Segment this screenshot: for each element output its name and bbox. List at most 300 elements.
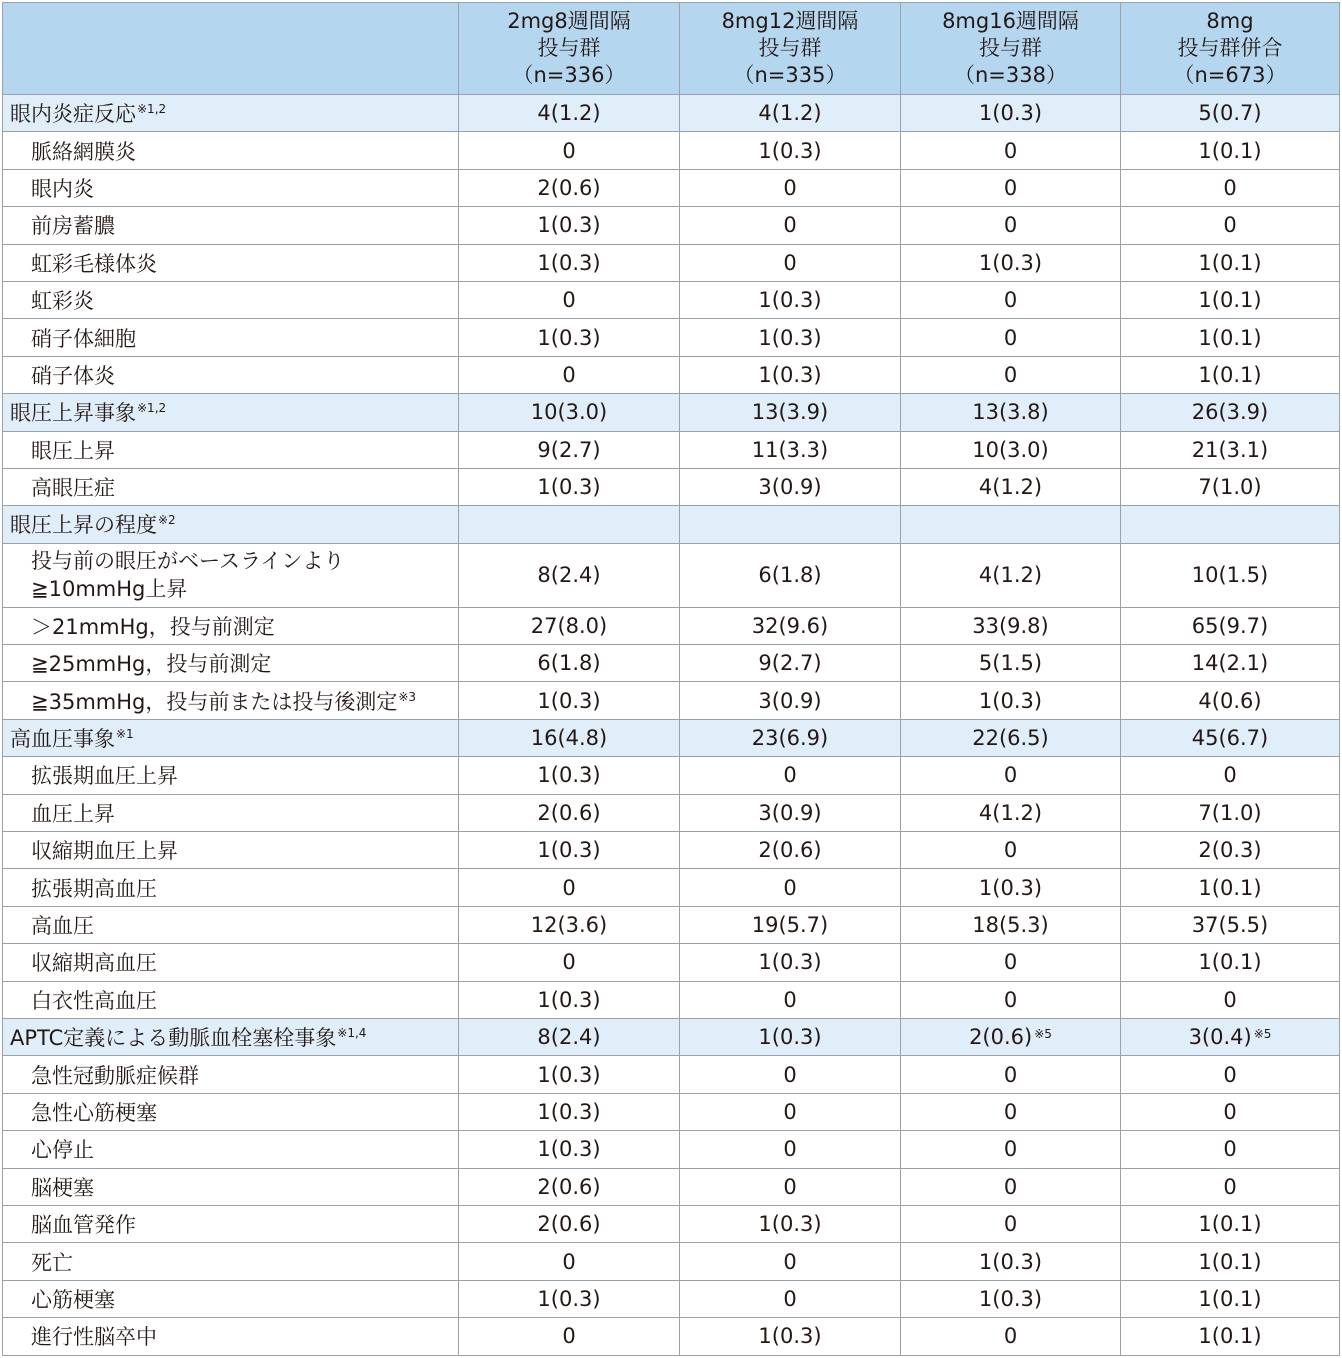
value-text: 8(2.4) bbox=[537, 1025, 601, 1050]
table-row bbox=[3, 906, 1340, 943]
value-cell bbox=[901, 543, 1121, 607]
value-text: 1(0.1) bbox=[1198, 875, 1262, 900]
row-label bbox=[3, 281, 459, 318]
value-cell bbox=[459, 207, 680, 244]
value-text: 1(0.3) bbox=[758, 362, 822, 387]
value-text: 1(0.3) bbox=[758, 1025, 822, 1050]
value-text: 1(0.3) bbox=[537, 987, 601, 1012]
row-label bbox=[3, 981, 459, 1018]
value-cell bbox=[680, 906, 901, 943]
value-cell bbox=[680, 719, 901, 756]
value-cell bbox=[459, 981, 680, 1018]
value-text: 0 bbox=[1223, 1099, 1237, 1124]
table-row bbox=[3, 319, 1340, 356]
value-text: 1(0.1) bbox=[1198, 138, 1262, 163]
footnote-marker: ※1,4 bbox=[337, 1026, 367, 1041]
value-text: 1(0.1) bbox=[1198, 362, 1262, 387]
table-row bbox=[3, 607, 1340, 644]
value-text: 2(0.3) bbox=[1198, 838, 1262, 863]
value-cell bbox=[1121, 944, 1340, 981]
value-cell bbox=[459, 431, 680, 468]
header-line: （n=673） bbox=[1173, 63, 1287, 87]
row-label bbox=[3, 645, 459, 682]
value-cell bbox=[459, 1131, 680, 1168]
header-line: （n=335） bbox=[733, 63, 847, 87]
row-label-text: 高眼圧症 bbox=[31, 476, 115, 501]
value-text: 12(3.6) bbox=[530, 913, 608, 937]
row-label-text: 眼圧上昇事象 bbox=[10, 401, 136, 426]
value-cell bbox=[901, 1131, 1121, 1168]
value-text: 1(0.3) bbox=[978, 1249, 1043, 1274]
value-text: 0 bbox=[783, 1099, 797, 1124]
value-cell bbox=[1121, 1280, 1340, 1317]
value-cell bbox=[680, 281, 901, 318]
value-text: 5(0.7) bbox=[1198, 101, 1262, 126]
value-cell bbox=[680, 356, 901, 393]
value-text: 1(0.3) bbox=[537, 1137, 601, 1162]
value-cell bbox=[901, 244, 1121, 281]
row-label bbox=[3, 244, 459, 281]
value-text: 1(0.3) bbox=[978, 101, 1043, 126]
value-cell bbox=[1121, 132, 1340, 169]
table-row bbox=[3, 169, 1340, 206]
value-cell bbox=[1121, 281, 1340, 318]
value-cell bbox=[680, 1131, 901, 1168]
value-text: 33(9.8) bbox=[972, 613, 1049, 638]
row-label-text: 眼内炎症反応 bbox=[10, 102, 136, 127]
value-text: 0 bbox=[1003, 288, 1018, 313]
value-text: 1(0.3) bbox=[758, 1212, 822, 1237]
table-row bbox=[3, 1093, 1340, 1130]
value-cell bbox=[1121, 1243, 1340, 1280]
value-cell bbox=[1121, 506, 1340, 543]
value-cell bbox=[1121, 394, 1340, 431]
value-text: 3(0.4) bbox=[1188, 1025, 1252, 1050]
value-cell bbox=[680, 794, 901, 831]
value-text: 0 bbox=[1223, 213, 1237, 238]
value-cell bbox=[680, 543, 901, 607]
value-text: 1(0.1) bbox=[1198, 1249, 1262, 1274]
value-cell bbox=[901, 1056, 1121, 1093]
row-label bbox=[3, 1093, 459, 1130]
row-label-text: 収縮期血圧上昇 bbox=[31, 839, 178, 864]
footnote-marker: ※1 bbox=[116, 727, 134, 742]
row-label-text: ≧25mmHg，投与前測定 bbox=[31, 652, 272, 677]
footnote-marker: ※5 bbox=[1034, 1027, 1052, 1042]
value-cell bbox=[459, 869, 680, 906]
row-label-text: ＞21mmHg，投与前測定 bbox=[31, 614, 275, 639]
value-text: 2(0.6) bbox=[537, 800, 601, 825]
row-label bbox=[3, 169, 459, 206]
row-label-text: 拡張期血圧上昇 bbox=[31, 764, 178, 789]
value-cell bbox=[459, 1168, 680, 1205]
row-label-text: 心停止 bbox=[31, 1138, 94, 1163]
value-cell bbox=[901, 1093, 1121, 1130]
row-label bbox=[3, 794, 459, 831]
table-row bbox=[3, 1168, 1340, 1205]
value-cell bbox=[459, 1205, 680, 1242]
header-cell-group-2 bbox=[680, 3, 901, 95]
value-text: 26(3.9) bbox=[1191, 400, 1269, 425]
value-text: 0 bbox=[1003, 1062, 1018, 1087]
table-row bbox=[3, 468, 1340, 505]
row-label-text: 脳梗塞 bbox=[31, 1175, 94, 1200]
value-text: 0 bbox=[562, 288, 576, 313]
footnote-marker: ※5 bbox=[1253, 1027, 1272, 1042]
row-label bbox=[3, 1243, 459, 1280]
value-cell bbox=[680, 1243, 901, 1280]
value-cell bbox=[680, 1093, 901, 1130]
value-cell bbox=[459, 1280, 680, 1317]
value-text: 1(0.3) bbox=[758, 288, 822, 313]
value-text: 4(0.6) bbox=[1198, 688, 1262, 713]
value-cell bbox=[459, 944, 680, 981]
row-label bbox=[3, 207, 459, 244]
value-cell bbox=[459, 1318, 680, 1355]
value-cell bbox=[901, 1318, 1121, 1355]
value-text: 0 bbox=[562, 138, 576, 163]
value-cell bbox=[901, 281, 1121, 318]
value-cell bbox=[680, 95, 901, 132]
table-row bbox=[3, 431, 1340, 468]
value-text: 1(0.3) bbox=[537, 1062, 601, 1087]
table-row bbox=[3, 244, 1340, 281]
value-text: 6(1.8) bbox=[537, 651, 601, 676]
row-label-text: 脈絡網膜炎 bbox=[31, 139, 136, 164]
category-row bbox=[3, 95, 1340, 132]
value-cell bbox=[1121, 1018, 1340, 1055]
footnote-marker: ※3 bbox=[398, 689, 417, 704]
value-text: 0 bbox=[783, 175, 797, 200]
header-line: 投与群 bbox=[979, 36, 1042, 60]
table-header bbox=[3, 3, 1340, 95]
row-label-text: 投与前の眼圧がベースラインより≧10mmHg上昇 bbox=[31, 549, 345, 602]
value-cell bbox=[680, 394, 901, 431]
value-text: 19(5.7) bbox=[751, 913, 829, 937]
value-cell bbox=[459, 1018, 680, 1055]
value-text: 21(3.1) bbox=[1191, 437, 1269, 462]
value-cell bbox=[680, 1318, 901, 1355]
value-cell bbox=[680, 757, 901, 794]
row-label-text: 眼圧上昇 bbox=[31, 438, 115, 463]
value-cell bbox=[680, 468, 901, 505]
value-cell bbox=[901, 607, 1121, 644]
value-text: 6(1.8) bbox=[758, 563, 822, 588]
category-row bbox=[3, 719, 1340, 756]
row-label-text: APTC定義による動脈血栓塞栓事象 bbox=[10, 1026, 337, 1051]
value-cell bbox=[680, 869, 901, 906]
value-cell bbox=[901, 506, 1121, 543]
value-text: 1(0.1) bbox=[1198, 288, 1262, 313]
row-label-text: 脳血管発作 bbox=[31, 1213, 136, 1238]
value-text: 0 bbox=[1003, 175, 1018, 200]
value-text: 0 bbox=[1003, 1174, 1018, 1199]
value-text: 4(1.2) bbox=[978, 563, 1043, 588]
category-row bbox=[3, 394, 1340, 431]
value-text: 0 bbox=[1223, 987, 1237, 1012]
value-text: 37(5.5) bbox=[1191, 913, 1269, 937]
value-cell bbox=[901, 431, 1121, 468]
table-row bbox=[3, 207, 1340, 244]
row-label-text: ≧35mmHg，投与前または投与後測定 bbox=[31, 689, 398, 714]
row-label-text: 死亡 bbox=[31, 1250, 73, 1275]
value-cell bbox=[901, 1280, 1121, 1317]
value-text: 2(0.6) bbox=[537, 1174, 601, 1199]
value-text: 27(8.0) bbox=[530, 613, 608, 638]
value-cell bbox=[1121, 794, 1340, 831]
value-text: 9(2.7) bbox=[537, 437, 601, 462]
value-text: 3(0.9) bbox=[758, 800, 822, 825]
value-cell bbox=[459, 281, 680, 318]
value-cell bbox=[459, 832, 680, 869]
value-cell bbox=[459, 132, 680, 169]
value-text: 3(0.9) bbox=[758, 475, 822, 500]
value-text: 65(9.7) bbox=[1191, 613, 1269, 638]
value-cell bbox=[459, 356, 680, 393]
value-cell bbox=[459, 1243, 680, 1280]
value-text: 0 bbox=[1003, 362, 1018, 387]
value-text: 2(0.6) bbox=[537, 1212, 601, 1237]
value-cell bbox=[901, 207, 1121, 244]
value-cell bbox=[459, 719, 680, 756]
value-text: 1(0.1) bbox=[1198, 950, 1262, 975]
value-text: 0 bbox=[1003, 987, 1018, 1012]
value-text: 11(3.3) bbox=[751, 437, 829, 462]
value-cell bbox=[680, 132, 901, 169]
value-cell bbox=[901, 132, 1121, 169]
table-row bbox=[3, 1280, 1340, 1317]
row-label bbox=[3, 468, 459, 505]
value-text: 0 bbox=[783, 763, 797, 788]
header-line: 投与群 bbox=[758, 36, 822, 60]
value-cell bbox=[1121, 95, 1340, 132]
value-text: 1(0.3) bbox=[537, 1099, 601, 1124]
row-label bbox=[3, 319, 459, 356]
value-text: 1(0.1) bbox=[1198, 1212, 1262, 1237]
value-cell bbox=[901, 1205, 1121, 1242]
value-text: 1(0.3) bbox=[537, 838, 601, 863]
table-row bbox=[3, 794, 1340, 831]
value-cell bbox=[901, 319, 1121, 356]
value-cell bbox=[1121, 1056, 1340, 1093]
value-text: 45(6.7) bbox=[1191, 726, 1269, 751]
table-row bbox=[3, 645, 1340, 682]
row-label-text: 拡張期高血圧 bbox=[31, 876, 157, 901]
value-cell bbox=[459, 95, 680, 132]
value-cell bbox=[680, 981, 901, 1018]
table-row bbox=[3, 1131, 1340, 1168]
value-cell bbox=[1121, 1093, 1340, 1130]
header-line: 投与群 bbox=[537, 36, 601, 60]
value-text: 4(1.2) bbox=[978, 800, 1043, 825]
value-text: 0 bbox=[1003, 1212, 1018, 1237]
value-text: 0 bbox=[1003, 1137, 1018, 1162]
header-row bbox=[3, 3, 1340, 95]
row-label bbox=[3, 1318, 459, 1355]
footnote-marker: ※1,2 bbox=[137, 102, 167, 117]
value-text: 0 bbox=[783, 987, 797, 1012]
value-text: 0 bbox=[562, 362, 576, 387]
value-cell bbox=[1121, 1318, 1340, 1355]
table-row bbox=[3, 832, 1340, 869]
value-text: 1(0.1) bbox=[1198, 325, 1262, 350]
header-line: （n=336） bbox=[512, 63, 626, 87]
value-text: 7(1.0) bbox=[1198, 475, 1262, 500]
row-label-text: 硝子体炎 bbox=[31, 363, 115, 388]
value-text: 13(3.9) bbox=[751, 400, 829, 425]
row-label bbox=[3, 869, 459, 906]
value-cell bbox=[680, 1280, 901, 1317]
value-text: 9(2.7) bbox=[758, 651, 822, 676]
value-text: 3(0.9) bbox=[758, 688, 822, 713]
value-text: 0 bbox=[1003, 213, 1018, 238]
row-label-text: 眼内炎 bbox=[31, 176, 94, 201]
value-text: 0 bbox=[1223, 1137, 1237, 1162]
footnote-marker: ※1,2 bbox=[137, 401, 167, 416]
row-label-text: 前房蓄膿 bbox=[31, 214, 115, 239]
category-label bbox=[3, 394, 459, 431]
value-text: 0 bbox=[783, 875, 797, 900]
value-cell bbox=[680, 169, 901, 206]
value-text: 0 bbox=[1003, 838, 1018, 863]
value-cell bbox=[901, 468, 1121, 505]
value-text: 10(3.0) bbox=[972, 437, 1049, 462]
table-row bbox=[3, 869, 1340, 906]
value-text: 10(1.5) bbox=[1191, 563, 1269, 588]
row-label bbox=[3, 906, 459, 943]
row-label bbox=[3, 431, 459, 468]
value-text: 1(0.1) bbox=[1198, 1324, 1262, 1349]
header-cell-group-4 bbox=[1121, 3, 1340, 95]
header-line: （n=338） bbox=[954, 63, 1067, 87]
value-text: 0 bbox=[783, 1062, 797, 1087]
category-label bbox=[3, 719, 459, 756]
table-body bbox=[3, 95, 1340, 1356]
value-cell bbox=[1121, 431, 1340, 468]
value-text: 0 bbox=[562, 1249, 576, 1274]
value-cell bbox=[1121, 468, 1340, 505]
value-text: 2(0.6) bbox=[758, 838, 822, 863]
value-text: 4(1.2) bbox=[758, 101, 822, 126]
row-label bbox=[3, 607, 459, 644]
table-row bbox=[3, 757, 1340, 794]
value-text: 0 bbox=[1003, 763, 1018, 788]
value-cell bbox=[1121, 869, 1340, 906]
value-cell bbox=[680, 944, 901, 981]
table-row bbox=[3, 132, 1340, 169]
value-text: 10(3.0) bbox=[530, 400, 608, 425]
value-text: 0 bbox=[1223, 1174, 1237, 1199]
row-label-text: 急性冠動脈症候群 bbox=[31, 1063, 199, 1088]
row-label-text: 進行性脳卒中 bbox=[31, 1325, 157, 1350]
value-text: 7(1.0) bbox=[1198, 800, 1262, 825]
value-cell bbox=[901, 356, 1121, 393]
table-row bbox=[3, 356, 1340, 393]
value-cell bbox=[901, 645, 1121, 682]
value-cell bbox=[901, 906, 1121, 943]
row-label bbox=[3, 543, 459, 607]
value-text: 1(0.3) bbox=[978, 688, 1043, 713]
table-row bbox=[3, 1205, 1340, 1242]
value-text: 16(4.8) bbox=[530, 726, 608, 751]
category-row bbox=[3, 1018, 1340, 1055]
value-cell bbox=[680, 607, 901, 644]
row-label-text: 血圧上昇 bbox=[31, 801, 115, 826]
value-cell bbox=[459, 682, 680, 719]
value-text: 4(1.2) bbox=[537, 101, 601, 126]
value-cell bbox=[1121, 757, 1340, 794]
value-cell bbox=[459, 794, 680, 831]
row-label bbox=[3, 132, 459, 169]
header-line: 2mg8週間隔 bbox=[507, 9, 631, 33]
value-cell bbox=[901, 1018, 1121, 1055]
value-cell bbox=[680, 1018, 901, 1055]
value-text: 0 bbox=[562, 875, 576, 900]
row-label-text: 収縮期高血圧 bbox=[31, 951, 157, 976]
value-cell bbox=[901, 981, 1121, 1018]
value-text: 0 bbox=[783, 250, 797, 275]
value-cell bbox=[680, 1205, 901, 1242]
value-text: 1(0.3) bbox=[758, 1324, 822, 1349]
row-label bbox=[3, 1280, 459, 1317]
value-text: 0 bbox=[1003, 1324, 1018, 1349]
value-cell bbox=[1121, 319, 1340, 356]
table-row bbox=[3, 543, 1340, 607]
value-cell bbox=[680, 1056, 901, 1093]
value-text: 18(5.3) bbox=[972, 913, 1049, 937]
value-text: 14(2.1) bbox=[1191, 651, 1269, 676]
header-cell-item bbox=[3, 3, 459, 95]
row-label-text: 眼圧上昇の程度 bbox=[10, 513, 157, 538]
header-cell-group-3 bbox=[901, 3, 1121, 95]
value-cell bbox=[680, 506, 901, 543]
value-cell bbox=[1121, 1205, 1340, 1242]
value-text: 0 bbox=[1003, 325, 1018, 350]
value-cell bbox=[680, 682, 901, 719]
footnote-marker: ※2 bbox=[158, 513, 176, 528]
value-cell bbox=[901, 757, 1121, 794]
value-cell bbox=[901, 869, 1121, 906]
value-cell bbox=[1121, 832, 1340, 869]
value-cell bbox=[459, 319, 680, 356]
value-cell bbox=[459, 543, 680, 607]
row-label bbox=[3, 1056, 459, 1093]
value-text: 0 bbox=[783, 213, 797, 238]
value-text: 4(1.2) bbox=[978, 475, 1043, 500]
value-text: 0 bbox=[783, 1174, 797, 1199]
value-text: 1(0.1) bbox=[1198, 250, 1262, 275]
value-cell bbox=[1121, 244, 1340, 281]
header-line: 8mg16週間隔 bbox=[942, 9, 1079, 33]
row-label-text: 硝子体細胞 bbox=[31, 326, 136, 351]
table-row bbox=[3, 981, 1340, 1018]
value-text: 1(0.3) bbox=[758, 325, 822, 350]
value-cell bbox=[680, 244, 901, 281]
value-text: 8(2.4) bbox=[537, 563, 601, 588]
category-label bbox=[3, 1018, 459, 1055]
value-text: 1(0.1) bbox=[1198, 1286, 1262, 1311]
row-label-text: 心筋梗塞 bbox=[31, 1287, 115, 1312]
value-cell bbox=[1121, 682, 1340, 719]
value-cell bbox=[1121, 645, 1340, 682]
row-label bbox=[3, 757, 459, 794]
value-cell bbox=[1121, 1168, 1340, 1205]
value-cell bbox=[901, 719, 1121, 756]
value-cell bbox=[459, 1093, 680, 1130]
value-text: 1(0.3) bbox=[758, 138, 822, 163]
row-label-text: 高血圧 bbox=[31, 914, 94, 938]
value-cell bbox=[680, 207, 901, 244]
